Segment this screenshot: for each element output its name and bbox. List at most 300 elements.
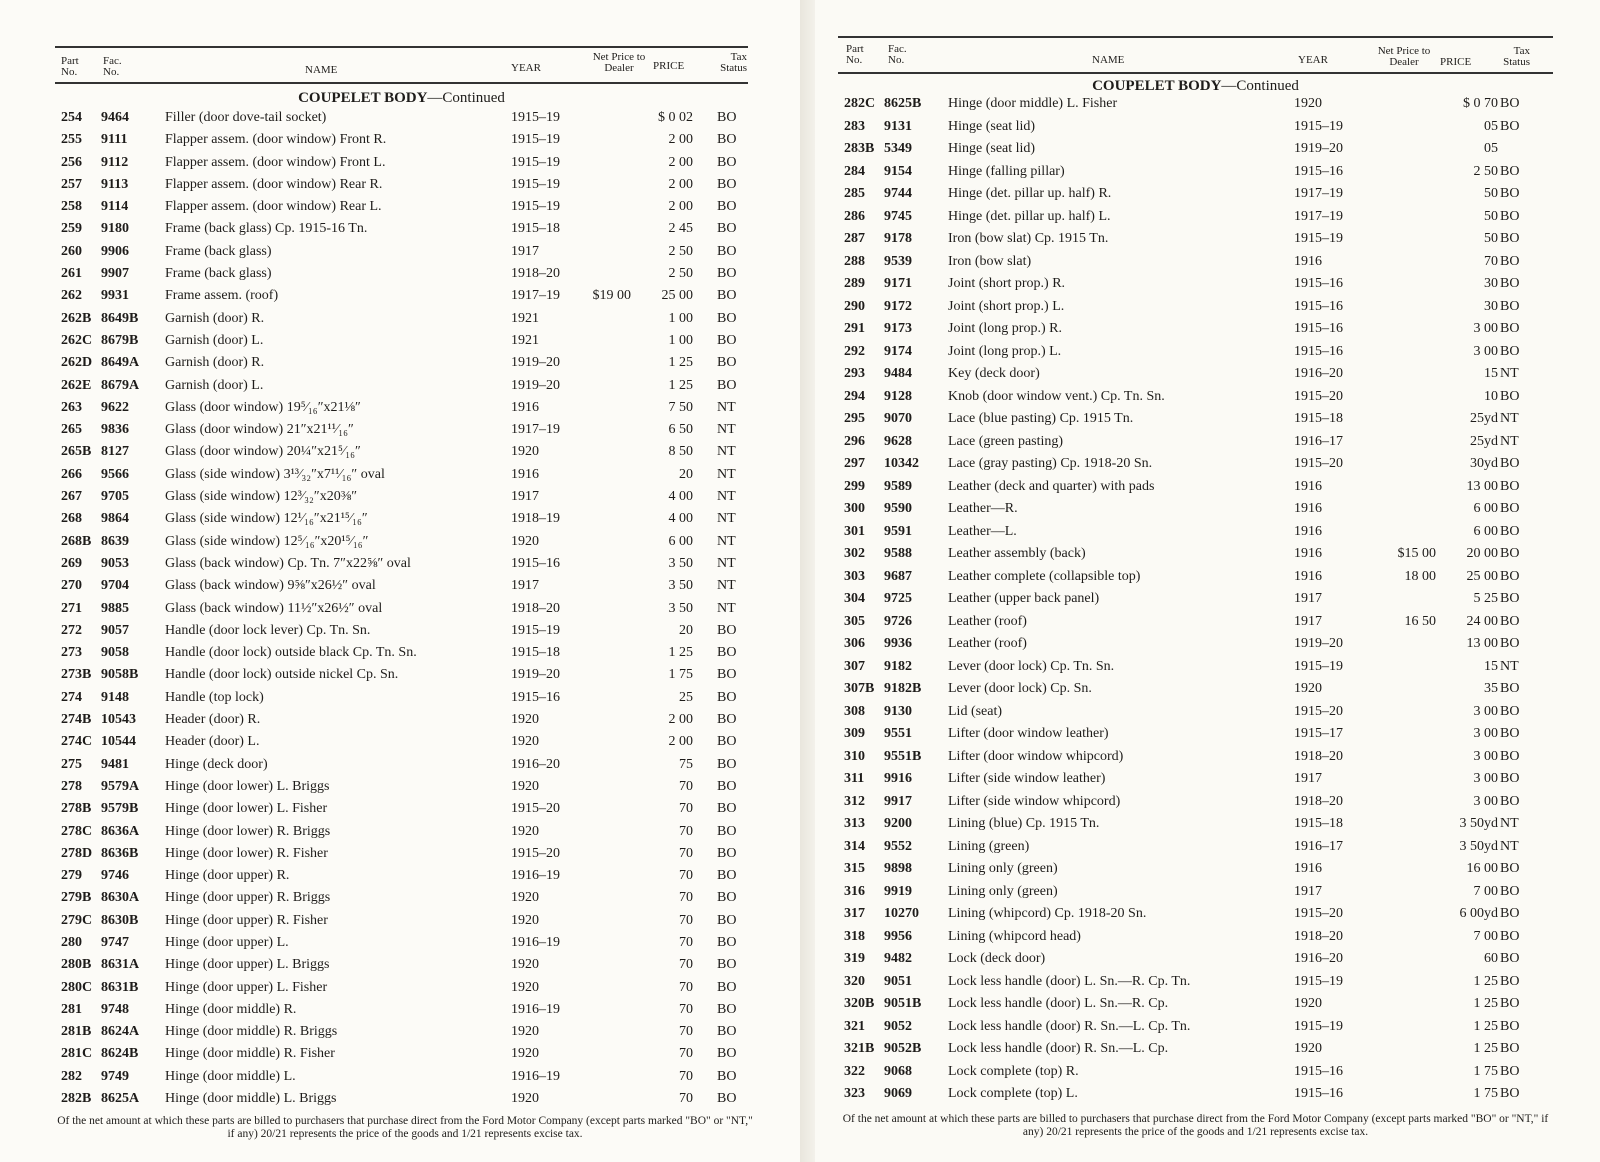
fac-no: 9482	[884, 951, 912, 966]
table-row	[55, 578, 748, 600]
part-no: 256	[61, 154, 82, 170]
fac-no: 9748	[101, 1001, 129, 1017]
part-name: Glass (side window) 12¹⁄₁₆″x21¹⁵⁄₁₆″	[165, 511, 368, 527]
part-name: Iron (bow slat) Cp. 1915 Tn.	[948, 231, 1109, 246]
year: 1916	[1294, 501, 1322, 516]
tax-status: BO	[717, 778, 737, 794]
tax-status: BO	[1500, 163, 1520, 179]
header-part-no: Part No.	[846, 43, 864, 66]
table-row	[55, 623, 748, 645]
table-row	[55, 846, 748, 868]
tax-status: NT	[717, 489, 736, 505]
part-name: Joint (short prop.) R.	[948, 276, 1066, 291]
price: 3 50	[668, 578, 693, 594]
table-row	[838, 299, 1553, 322]
table-row	[838, 681, 1553, 704]
price: 4 00	[668, 489, 693, 505]
tax-status: BO	[717, 1068, 737, 1084]
fac-no: 9052	[884, 1018, 912, 1034]
part-name: Garnish (door) R.	[165, 355, 265, 371]
fac-no: 9931	[101, 288, 129, 304]
year: 1915–16	[1294, 276, 1343, 291]
table-row	[55, 534, 748, 556]
price: 3 50	[668, 600, 693, 616]
right-page	[815, 0, 1600, 1162]
tax-status: BO	[717, 310, 737, 326]
header-part-no: Part No.	[61, 55, 79, 78]
part-no: 284	[844, 163, 865, 179]
part-name: Header (door) R.	[165, 712, 261, 728]
price: 4 00	[668, 511, 693, 527]
part-no: 295	[844, 411, 865, 426]
price: 1 00	[668, 310, 693, 326]
fac-no: 9058B	[101, 667, 139, 683]
part-no: 301	[844, 523, 865, 539]
year: 1916–19	[511, 934, 560, 950]
header-fac-no: Fac. No.	[103, 55, 122, 78]
part-no: 254	[61, 110, 82, 125]
fac-no: 9539	[884, 253, 912, 269]
tax-status: BO	[1500, 456, 1520, 471]
year: 1915–19	[511, 110, 560, 125]
part-name: Frame (back glass)	[165, 243, 272, 259]
year: 1920	[1294, 681, 1322, 696]
part-no: 313	[844, 816, 865, 831]
table-row	[55, 266, 748, 288]
price: 8 50	[668, 444, 693, 460]
parts-table-left	[55, 46, 748, 1113]
fac-no: 9070	[884, 411, 912, 426]
year: 1915–20	[1294, 388, 1343, 404]
price: 60	[1484, 951, 1498, 966]
tax-status: BO	[1500, 591, 1520, 606]
table-row	[55, 734, 748, 756]
price: 3 00	[1473, 748, 1498, 764]
fac-no: 9200	[884, 816, 912, 831]
table-row	[838, 839, 1553, 862]
tax-status: BO	[1500, 883, 1520, 899]
part-no: 255	[61, 132, 82, 148]
section-name: COUPELET BODY	[298, 90, 428, 106]
year: 1916	[1294, 568, 1322, 584]
year: 1915–20	[1294, 703, 1343, 719]
table-row	[838, 704, 1553, 727]
price: 70	[679, 868, 693, 884]
part-name: Leather complete (collapsible top)	[948, 568, 1141, 584]
year: 1915–19	[511, 199, 560, 215]
year: 1920	[511, 712, 539, 728]
year: 1915–19	[511, 176, 560, 192]
tax-status: BO	[1500, 546, 1520, 561]
tax-status: BO	[1500, 793, 1520, 809]
fac-no: 9069	[884, 1086, 912, 1101]
part-name: Glass (back window) 11½″x26½″ oval	[165, 600, 383, 616]
tax-status: BO	[717, 355, 737, 371]
part-no: 315	[844, 861, 865, 876]
part-name: Hinge (door lower) R. Briggs	[165, 823, 331, 839]
tax-status: BO	[717, 199, 737, 215]
year: 1917	[511, 489, 539, 505]
fac-no: 9687	[884, 568, 912, 584]
price: 20 00	[1466, 546, 1498, 561]
table-row	[55, 132, 748, 154]
price: 2 00	[668, 176, 693, 192]
price: 20	[679, 622, 693, 638]
part-no: 279C	[61, 912, 93, 928]
table-row	[838, 951, 1553, 974]
part-name: Lock less handle (door) L. Sn.—R. Cp. Tn.	[948, 973, 1191, 989]
price: 1 25	[1473, 996, 1498, 1011]
part-name: Lid (seat)	[948, 703, 1003, 719]
table-row	[838, 389, 1553, 412]
part-no: 314	[844, 838, 865, 854]
fac-no: 9174	[884, 343, 912, 359]
year: 1916	[511, 466, 539, 482]
table-row	[55, 801, 748, 823]
year: 1916–17	[1294, 433, 1343, 449]
price: 5 25	[1473, 591, 1498, 606]
part-name: Hinge (door upper) L.	[165, 934, 289, 950]
part-no: 273B	[61, 667, 92, 683]
year: 1916–20	[1294, 951, 1343, 966]
fac-no: 9885	[101, 600, 129, 616]
price: 20	[679, 466, 693, 482]
tax-status: BO	[717, 288, 737, 304]
price: 24 00	[1466, 613, 1498, 629]
price: 50	[1484, 208, 1498, 224]
year: 1915–16	[511, 689, 560, 705]
table-row	[55, 980, 748, 1002]
part-name: Header (door) L.	[165, 734, 260, 750]
part-no: 303	[844, 568, 865, 584]
price: 50	[1484, 186, 1498, 201]
price: 3 00	[1473, 703, 1498, 719]
price: 30yd	[1470, 456, 1498, 471]
year: 1915–17	[1294, 726, 1343, 741]
price: 7 00	[1473, 883, 1498, 899]
price: 1 00	[668, 332, 693, 348]
fac-no: 9173	[884, 321, 912, 336]
table-row	[55, 1069, 748, 1091]
table-row	[55, 378, 748, 400]
header-net-price: Net Price to Dealer	[1377, 45, 1431, 68]
table-row	[55, 890, 748, 912]
section-title	[55, 90, 748, 108]
part-no: 307	[844, 658, 865, 674]
tax-status: BO	[717, 266, 737, 282]
part-no: 305	[844, 613, 865, 629]
price: 1 75	[1473, 1086, 1498, 1101]
net-price: 18 00	[1404, 568, 1436, 584]
part-no: 281B	[61, 1024, 92, 1040]
price: 2 00	[668, 132, 693, 148]
price: 70	[679, 1001, 693, 1017]
fac-no: 8636B	[101, 845, 139, 861]
year: 1920	[511, 912, 539, 928]
table-row	[55, 868, 748, 890]
part-name: Lock complete (top) R.	[948, 1063, 1079, 1079]
table-row	[55, 667, 748, 689]
price: 6 00yd	[1459, 906, 1498, 921]
tax-status: BO	[717, 221, 737, 237]
header-price: PRICE	[653, 60, 685, 72]
fac-no: 9484	[884, 366, 912, 381]
part-name: Glass (side window) 12³⁄₃₂″x20⅜″	[165, 489, 358, 505]
tax-status: BO	[717, 667, 737, 683]
part-name: Lock complete (top) L.	[948, 1086, 1078, 1101]
year: 1917	[1294, 591, 1322, 606]
part-name: Lace (gray pasting) Cp. 1918-20 Sn.	[948, 456, 1153, 471]
fac-no: 9551	[884, 726, 912, 741]
part-no: 258	[61, 199, 82, 215]
table-row	[838, 479, 1553, 502]
fac-no: 10544	[101, 734, 136, 750]
price: 70	[679, 1046, 693, 1062]
price: 70	[679, 957, 693, 973]
tax-status: BO	[1500, 343, 1520, 359]
price: 3 00	[1473, 726, 1498, 741]
price: 6 50	[668, 422, 693, 438]
tax-status: BO	[1500, 951, 1520, 966]
year: 1915–20	[1294, 456, 1343, 471]
part-no: 268	[61, 511, 82, 527]
year: 1917–19	[1294, 186, 1343, 201]
table-row	[838, 659, 1553, 682]
table-row	[55, 467, 748, 489]
tax-status: BO	[717, 377, 737, 393]
part-name: Hinge (door middle) R.	[165, 1001, 297, 1017]
table-row	[838, 141, 1553, 164]
fac-no: 9725	[884, 591, 912, 606]
part-no: 288	[844, 253, 865, 269]
fac-no: 9481	[101, 756, 129, 772]
year: 1915–18	[511, 221, 560, 237]
tax-status: NT	[717, 511, 736, 527]
part-name: Joint (long prop.) R.	[948, 321, 1062, 336]
year: 1917	[1294, 771, 1322, 786]
fac-no: 9588	[884, 546, 912, 561]
tax-status: NT	[1500, 433, 1519, 449]
part-no: 257	[61, 176, 82, 192]
year: 1915–19	[1294, 973, 1343, 989]
price: 1 25	[668, 355, 693, 371]
header-year: YEAR	[511, 62, 541, 74]
tax-status: BO	[1500, 321, 1520, 336]
price: 70	[679, 1024, 693, 1040]
part-no: 266	[61, 466, 82, 482]
fac-no: 9052B	[884, 1041, 922, 1056]
part-name: Hinge (door lower) R. Fisher	[165, 845, 328, 861]
tax-status: BO	[717, 154, 737, 170]
table-row	[55, 155, 748, 177]
fac-no: 9182	[884, 658, 912, 674]
part-no: 280C	[61, 979, 93, 995]
fac-no: 9744	[884, 186, 912, 201]
section-title	[838, 78, 1553, 96]
price: 15	[1484, 366, 1498, 381]
tax-status: BO	[717, 1024, 737, 1040]
tax-status: BO	[1500, 388, 1520, 404]
year: 1918–20	[1294, 748, 1343, 764]
part-name: Leather assembly (back)	[948, 546, 1086, 561]
part-no: 319	[844, 951, 865, 966]
tax-status: BO	[717, 912, 737, 928]
page-gutter	[800, 0, 815, 1162]
fac-no: 9864	[101, 511, 129, 527]
table-row	[838, 636, 1553, 659]
table-row	[838, 906, 1553, 929]
table-row	[838, 366, 1553, 389]
table-row	[55, 444, 748, 466]
tax-status: NT	[1500, 816, 1519, 831]
year: 1917	[1294, 613, 1322, 629]
table-row	[55, 311, 748, 333]
tax-status: NT	[1500, 411, 1519, 426]
tax-status: BO	[717, 845, 737, 861]
part-no: 308	[844, 703, 865, 719]
table-row	[55, 511, 748, 533]
fac-no: 9746	[101, 868, 129, 884]
section-continued: —Continued	[1221, 78, 1299, 94]
part-name: Handle (door lock) outside nickel Cp. Sn.	[165, 667, 399, 683]
part-no: 262	[61, 288, 82, 304]
table-row	[55, 110, 748, 132]
fac-no: 9836	[101, 422, 129, 438]
tax-status: BO	[717, 868, 737, 884]
part-no: 283B	[844, 141, 875, 156]
tax-status: NT	[1500, 366, 1519, 381]
year: 1920	[511, 1046, 539, 1062]
part-name: Leather (roof)	[948, 636, 1027, 651]
table-row	[55, 935, 748, 957]
fac-no: 9705	[101, 489, 129, 505]
part-name: Lining (blue) Cp. 1915 Tn.	[948, 816, 1100, 831]
fac-no: 8649B	[101, 310, 139, 326]
tax-status: BO	[717, 890, 737, 906]
table-row	[838, 861, 1553, 884]
tax-status: NT	[717, 600, 736, 616]
year: 1916	[1294, 478, 1322, 494]
part-no: 318	[844, 928, 865, 944]
fac-no: 9057	[101, 622, 129, 638]
tax-status: BO	[1500, 523, 1520, 539]
price: 7 00	[1473, 928, 1498, 944]
part-name: Hinge (door middle) R. Fisher	[165, 1046, 335, 1062]
table-row	[838, 726, 1553, 749]
tax-status: NT	[717, 399, 736, 415]
year: 1917	[511, 243, 539, 259]
fac-no: 9916	[884, 771, 912, 786]
part-no: 290	[844, 298, 865, 314]
price: 3 00	[1473, 321, 1498, 336]
tax-status: BO	[1500, 861, 1520, 876]
year: 1920	[511, 778, 539, 794]
price: 25	[679, 689, 693, 705]
excise-tax-footnote: Of the net amount at which these parts are billed to purchasers that purchase direct from the Ford Motor Company (except parts marked "BO" or "NT," if any) 20/21 represents the price of the goods and 1/21 represents excise tax.	[57, 1115, 753, 1140]
table-row	[838, 434, 1553, 457]
price: 2 00	[668, 154, 693, 170]
year: 1919–20	[511, 377, 560, 393]
table-row	[55, 333, 748, 355]
part-no: 307B	[844, 681, 875, 696]
net-price: $15 00	[1397, 546, 1436, 561]
part-no: 274C	[61, 734, 93, 750]
part-name: Frame assem. (roof)	[165, 288, 279, 304]
year: 1920	[1294, 996, 1322, 1011]
part-no: 300	[844, 501, 865, 516]
part-name: Hinge (door lower) L. Briggs	[165, 778, 330, 794]
table-row	[838, 456, 1553, 479]
fac-no: 9898	[884, 861, 912, 876]
year: 1916	[1294, 253, 1322, 269]
part-no: 304	[844, 591, 865, 606]
price: 13 00	[1466, 636, 1498, 651]
price: 1 75	[1473, 1063, 1498, 1079]
table-row	[838, 1064, 1553, 1087]
price: 3 00	[1473, 793, 1498, 809]
table-row	[838, 1041, 1553, 1064]
year: 1915–19	[1294, 231, 1343, 246]
tax-status: BO	[717, 689, 737, 705]
year: 1916–17	[1294, 838, 1343, 854]
year: 1920	[511, 957, 539, 973]
table-row	[838, 771, 1553, 794]
tax-status: NT	[717, 466, 736, 482]
part-no: 286	[844, 208, 865, 224]
tax-status: BO	[1500, 253, 1520, 269]
tax-status: BO	[1500, 726, 1520, 741]
year: 1918–20	[511, 600, 560, 616]
part-name: Hinge (door upper) R. Briggs	[165, 890, 331, 906]
part-no: 321	[844, 1018, 865, 1034]
tax-status: BO	[717, 176, 737, 192]
year: 1917–19	[1294, 208, 1343, 224]
part-name: Handle (door lock lever) Cp. Tn. Sn.	[165, 622, 371, 638]
part-no: 275	[61, 756, 82, 772]
tax-status: BO	[717, 934, 737, 950]
tax-status: BO	[717, 1046, 737, 1062]
table-row	[838, 546, 1553, 569]
part-name: Lock less handle (door) L. Sn.—R. Cp.	[948, 996, 1169, 1011]
table-row	[838, 96, 1553, 119]
part-name: Leather—L.	[948, 523, 1017, 539]
tax-status: NT	[717, 444, 736, 460]
part-no: 265B	[61, 444, 92, 460]
part-name: Glass (back window) 9⅝″x26½″ oval	[165, 578, 376, 594]
part-name: Iron (bow slat)	[948, 253, 1032, 269]
tax-status: NT	[717, 555, 736, 571]
year: 1918–20	[1294, 928, 1343, 944]
year: 1917	[1294, 883, 1322, 899]
price: 70	[679, 1091, 693, 1107]
table-row	[55, 489, 748, 511]
part-name: Hinge (seat lid)	[948, 118, 1036, 134]
price: 3 00	[1473, 771, 1498, 786]
fac-no: 8625B	[884, 96, 922, 111]
year: 1920	[511, 533, 539, 549]
tax-status: BO	[1500, 1086, 1520, 1101]
part-name: Hinge (det. pillar up. half) L.	[948, 208, 1111, 224]
part-no: 272	[61, 622, 82, 638]
table-row	[55, 645, 748, 667]
part-name: Lining only (green)	[948, 861, 1058, 876]
fac-no: 9566	[101, 466, 129, 482]
table-row	[55, 1024, 748, 1046]
part-name: Hinge (door upper) L. Briggs	[165, 957, 330, 973]
header-tax-status: Tax Status	[1503, 45, 1530, 68]
price: 2 50	[668, 243, 693, 259]
part-no: 291	[844, 321, 865, 336]
